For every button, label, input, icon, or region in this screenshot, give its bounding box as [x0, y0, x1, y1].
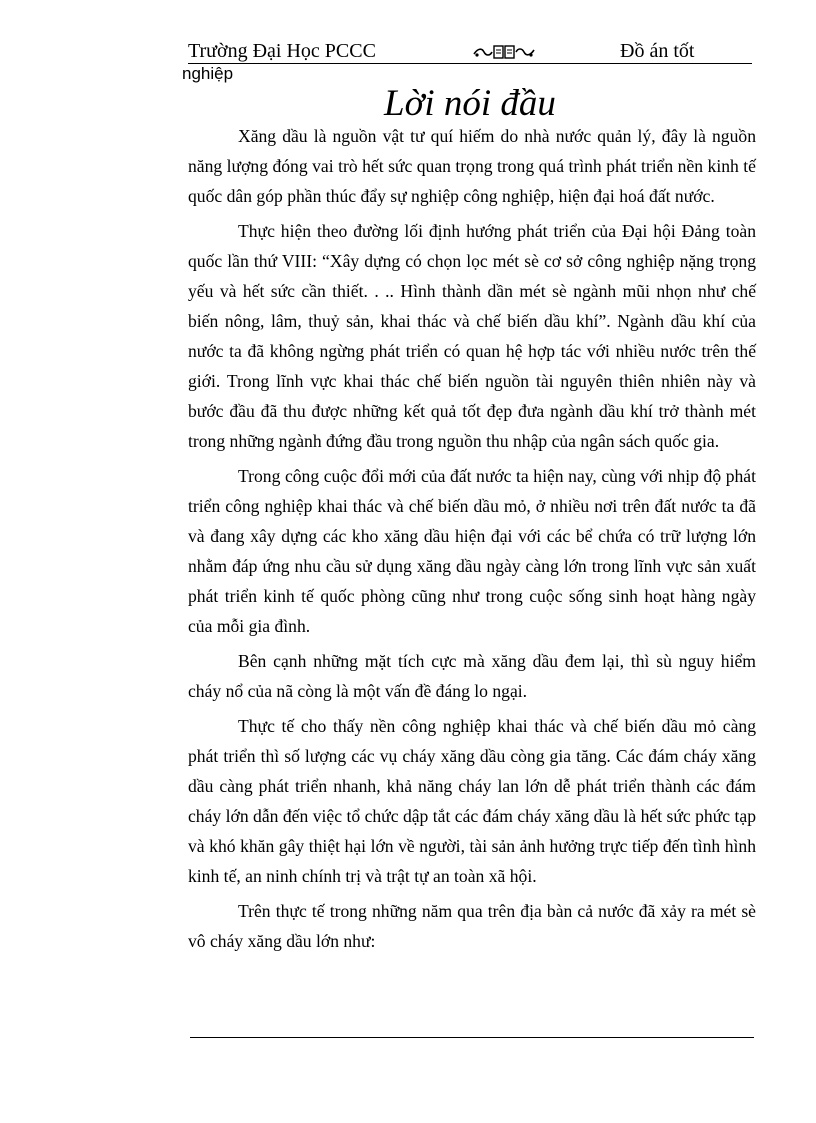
paragraph: Trong công cuộc đổi mới của đất nước ta hiện nay, cùng với nhịp độ phát triển công nghiệp khai thác và chế biến dầu mỏ, ở nhiều nơi trên đất nước ta đã và đang xây dựng các kho xăng dầu hiện đại với các bể chứa có trữ lượng lớn nhằm đáp ứng nhu cầu sử dụng xăng dầu ngày càng lớn trong lĩnh vực sản xuất phát triển kinh tế quốc phòng cũng như trong cuộc sống sinh hoạt hàng ngày của mỗi gia đình.: [188, 466, 756, 636]
paragraph: Thực hiện theo đường lối định hướng phát triển của Đại hội Đảng toàn quốc lần thứ VIII: “Xây dựng có chọn lọc mét sè cơ sở công nghiệp nặng trọng yếu và hết sức cần thiết. . .. Hình thành dần mét sè ngành mũi nhọn như chế biến nông, lâm, thuỷ sản, khai thác và chế biến dầu khí”. Ngành dầu khí của nước ta đã không ngừng phát triển có quan hệ hợp tác với nhiều nước trên thế giới. Trong lĩnh vực khai thác chế biến nguồn tài nguyên thiên nhiên này và bước đầu đã thu được những kết quả tốt đẹp đưa ngành dầu khí trở thành mét trong những ngành đứng đầu trong nguồn thu nhập của ngân sách quốc gia.: [188, 221, 756, 451]
book-ornament-icon: [472, 44, 536, 60]
page-title: Lời nói đầu: [384, 83, 556, 124]
header-thesis-wrap: nghiệp: [182, 64, 234, 83]
header-thesis-label: Đồ án tốt: [620, 40, 695, 62]
page-header: [188, 38, 752, 64]
document-body: [188, 121, 756, 961]
footer-divider: [190, 1037, 754, 1038]
paragraph: Bên cạnh những mặt tích cực mà xăng dầu đem lại, thì sù nguy hiểm cháy nổ của nã còng là một vấn đề đáng lo ngại.: [188, 651, 756, 701]
paragraph: Xăng dầu là nguồn vật tư quí hiếm do nhà nước quản lý, đây là nguồn năng lượng đóng vai trò hết sức quan trọng trong quá trình phát triển nền kinh tế quốc dân góp phần thúc đẩy sự nghiệp công nghiệp, hiện đại hoá đất nước.: [188, 126, 756, 206]
paragraph: Thực tế cho thấy nền công nghiệp khai thác và chế biến dầu mỏ càng phát triển thì số lượng các vụ cháy xăng dầu còng gia tăng. Các đám cháy xăng dầu càng phát triển nhanh, khả năng cháy lan lớn dễ phát triển thành các đám cháy lớn dẫn đến việc tổ chức dập tắt các đám cháy xăng dầu là hết sức phức tạp và khó khăn gây thiệt hại lớn về người, tài sản ảnh hưởng trực tiếp đến tình hình kinh tế, an ninh chính trị và trật tự an toàn xã hội.: [188, 716, 756, 886]
paragraph: Trên thực tế trong những năm qua trên địa bàn cả nước đã xảy ra mét sè vô cháy xăng dầu lớn như:: [188, 901, 756, 951]
header-school-name: Trường Đại Học PCCC: [188, 40, 376, 62]
